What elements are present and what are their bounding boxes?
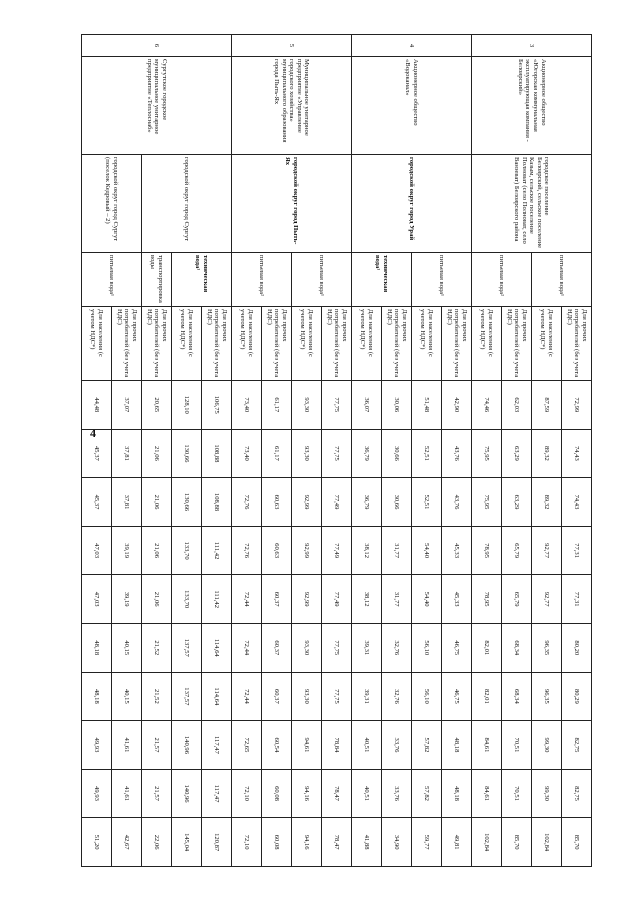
tariff-value: 30,66 <box>382 429 412 478</box>
table-row <box>202 35 232 867</box>
service-area: городское поселение Белоярский, сельское поселение Казым, сельское поселение Полноват (село Полноват, село Ванзеват) Белоярского района <box>472 155 592 253</box>
consumer-category: Для населения (с учетом НДС*) <box>412 307 442 381</box>
tariff-value: 89,32 <box>532 478 562 527</box>
tariff-value: 108,88 <box>202 478 232 527</box>
tariff-value: 82,01 <box>472 623 502 672</box>
consumer-category: Для прочих потребителей (без учета НДС) <box>142 307 172 381</box>
organization-name: Акционерное общество «Югорская коммунальная эксплуатирующая компания - Белоярский» <box>472 57 592 155</box>
tariff-value: 106,75 <box>202 381 232 430</box>
tariff-value: 39,31 <box>352 672 382 721</box>
water-type: питьевая вода² <box>232 253 292 307</box>
tariff-value: 94,61 <box>292 721 322 770</box>
tariff-value: 60,63 <box>262 526 292 575</box>
tariff-value: 60,37 <box>262 672 292 721</box>
tariff-value: 45,33 <box>442 526 472 575</box>
table-row <box>112 35 142 867</box>
tariff-value: 63,29 <box>502 429 532 478</box>
tariff-value: 93,30 <box>292 623 322 672</box>
tariff-value: 72,10 <box>232 769 262 818</box>
tariff-value: 46,75 <box>442 672 472 721</box>
tariff-value: 31,77 <box>382 526 412 575</box>
tariff-value: 52,51 <box>412 478 442 527</box>
tariff-value: 85,70 <box>502 818 532 867</box>
tariff-value: 80,29 <box>562 672 592 721</box>
tariff-value: 45,37 <box>82 429 112 478</box>
table-row <box>442 35 472 867</box>
tariff-value: 40,15 <box>112 623 142 672</box>
consumer-category: Для населения (с учетом НДС*) <box>172 307 202 381</box>
tariff-value: 133,70 <box>172 526 202 575</box>
consumer-category: Для прочих потребителей (без учета НДС) <box>502 307 532 381</box>
tariff-value: 47,03 <box>82 575 112 624</box>
tariff-value: 56,10 <box>412 672 442 721</box>
tariff-value: 21,52 <box>142 623 172 672</box>
tariff-value: 74,43 <box>562 429 592 478</box>
tariff-value: 117,47 <box>202 769 232 818</box>
tariff-value: 43,76 <box>442 429 472 478</box>
organization-name: Сургутское городское муниципальное унитарное предприятие «Теплоснаб» <box>82 57 232 155</box>
tariff-value: 117,47 <box>202 721 232 770</box>
tariff-value: 108,88 <box>202 429 232 478</box>
tariff-value: 77,49 <box>322 575 352 624</box>
consumer-category: Для населения (с учетом НДС*) <box>232 307 262 381</box>
row-number: 3 <box>472 35 592 57</box>
tariff-value: 77,49 <box>322 478 352 527</box>
tariff-value: 36,07 <box>352 381 382 430</box>
tariff-value: 130,66 <box>172 478 202 527</box>
consumer-category: Для прочих потребителей (без учета НДС) <box>382 307 412 381</box>
table-row <box>562 35 592 867</box>
tariff-value: 92,77 <box>532 575 562 624</box>
tariff-value: 44,48 <box>82 381 112 430</box>
tariff-value: 74,46 <box>472 381 502 430</box>
consumer-category: Для прочих потребителей (без учета НДС) <box>262 307 292 381</box>
tariff-value: 60,54 <box>262 721 292 770</box>
tariff-value: 49,93 <box>82 721 112 770</box>
row-number: 5 <box>232 35 352 57</box>
tariff-value: 72,44 <box>232 672 262 721</box>
tariff-value: 30,06 <box>382 381 412 430</box>
tariff-value: 39,19 <box>112 575 142 624</box>
tariff-value: 92,99 <box>292 526 322 575</box>
tariff-value: 137,57 <box>172 623 202 672</box>
tariff-value: 42,90 <box>442 381 472 430</box>
water-type: питьевая вода¹ <box>82 253 142 307</box>
tariff-value: 49,93 <box>82 769 112 818</box>
tariff-value: 37,07 <box>112 381 142 430</box>
tariff-value: 21,06 <box>142 478 172 527</box>
tariff-value: 114,64 <box>202 672 232 721</box>
tariff-value: 77,75 <box>322 381 352 430</box>
consumer-category: Для населения (с учетом НДС*) <box>352 307 382 381</box>
tariff-value: 48,18 <box>82 672 112 721</box>
service-area: городской округ город Урай <box>352 155 472 253</box>
tariff-table <box>81 34 592 867</box>
tariff-value: 21,06 <box>142 575 172 624</box>
tariff-value: 41,88 <box>352 818 382 867</box>
tariff-value: 45,37 <box>82 478 112 527</box>
tariff-value: 61,17 <box>262 429 292 478</box>
tariff-value: 22,06 <box>142 818 172 867</box>
tariff-value: 48,18 <box>442 769 472 818</box>
consumer-category: Для населения (с учетом НДС*) <box>532 307 562 381</box>
consumer-category: Для прочих потребителей (без учета НДС) <box>112 307 142 381</box>
water-type: транспортировка воды <box>142 253 172 307</box>
tariff-value: 87,59 <box>532 381 562 430</box>
tariff-value: 31,77 <box>382 575 412 624</box>
tariff-value: 145,04 <box>172 818 202 867</box>
tariff-value: 70,51 <box>502 769 532 818</box>
tariff-value: 99,30 <box>532 721 562 770</box>
tariff-value: 68,34 <box>502 623 532 672</box>
tariff-value: 68,34 <box>502 672 532 721</box>
tariff-value: 21,06 <box>142 429 172 478</box>
tariff-value: 61,17 <box>262 381 292 430</box>
tariff-value: 74,43 <box>562 478 592 527</box>
page-number: 4 <box>90 426 96 440</box>
tariff-value: 82,75 <box>562 721 592 770</box>
row-number: 6 <box>82 35 232 57</box>
tariff-value: 92,77 <box>532 526 562 575</box>
tariff-value: 75,95 <box>472 429 502 478</box>
tariff-value: 75,95 <box>472 478 502 527</box>
tariff-value: 54,40 <box>412 575 442 624</box>
organization-name: Муниципальное унитарное предприятие «Управление городского хозяйства» муниципального образования города Пыть-Ях <box>232 57 352 155</box>
tariff-value: 133,70 <box>172 575 202 624</box>
tariff-value: 57,82 <box>412 721 442 770</box>
organization-name: Акционерное общество «Водоканал» <box>352 57 472 155</box>
service-area: городской округ город Пыть-Ях <box>232 155 352 253</box>
tariff-value: 37,81 <box>112 478 142 527</box>
tariff-value: 36,79 <box>352 429 382 478</box>
tariff-value: 40,15 <box>112 672 142 721</box>
tariff-value: 39,31 <box>352 623 382 672</box>
tariff-value: 72,76 <box>232 478 262 527</box>
tariff-value: 130,66 <box>172 429 202 478</box>
water-type: техническая вода¹ <box>172 253 232 307</box>
water-type: питьевая вода¹ <box>532 253 592 307</box>
tariff-value: 42,67 <box>112 818 142 867</box>
consumer-category: Для прочих потребителей (без учета НДС) <box>442 307 472 381</box>
tariff-value: 93,30 <box>292 381 322 430</box>
tariff-value: 21,52 <box>142 672 172 721</box>
tariff-value: 60,08 <box>262 769 292 818</box>
tariff-value: 89,32 <box>532 429 562 478</box>
tariff-value: 72,44 <box>232 623 262 672</box>
water-type: питьевая вода¹ <box>292 253 352 307</box>
tariff-value: 65,79 <box>502 526 532 575</box>
tariff-value: 54,40 <box>412 526 442 575</box>
tariff-value: 41,61 <box>112 721 142 770</box>
tariff-value: 40,51 <box>352 769 382 818</box>
tariff-value: 82,75 <box>562 769 592 818</box>
consumer-category: Для населения (с учетом НДС*) <box>472 307 502 381</box>
tariff-value: 82,01 <box>472 672 502 721</box>
tariff-value: 140,96 <box>172 721 202 770</box>
tariff-value: 84,61 <box>472 769 502 818</box>
tariff-value: 43,76 <box>442 478 472 527</box>
tariff-value: 41,61 <box>112 769 142 818</box>
tariff-value: 92,99 <box>292 478 322 527</box>
tariff-value: 72,44 <box>232 575 262 624</box>
tariff-value: 60,63 <box>262 478 292 527</box>
tariff-value: 46,75 <box>442 623 472 672</box>
tariff-value: 48,18 <box>442 721 472 770</box>
water-type: техническая вода¹ <box>352 253 412 307</box>
tariff-value: 60,08 <box>262 818 292 867</box>
tariff-value: 51,48 <box>412 381 442 430</box>
tariff-value: 140,96 <box>172 769 202 818</box>
tariff-value: 39,19 <box>112 526 142 575</box>
tariff-value: 48,18 <box>82 623 112 672</box>
service-area: городской округ город Сургут (поселок Кедровый – 2) <box>82 155 142 253</box>
tariff-value: 36,79 <box>352 478 382 527</box>
tariff-value: 52,51 <box>412 429 442 478</box>
consumer-category: Для прочих потребителей (без учета НДС) <box>562 307 592 381</box>
water-type: питьевая вода¹ <box>412 253 472 307</box>
consumer-category: Для прочих потребителей (без учета НДС) <box>322 307 352 381</box>
tariff-value: 73,40 <box>232 429 262 478</box>
tariff-value: 32,76 <box>382 672 412 721</box>
tariff-value: 56,10 <box>412 623 442 672</box>
service-area: городской округ город Сургут <box>142 155 232 253</box>
consumer-category: Для населения (с учетом НДС*) <box>82 307 112 381</box>
tariff-value: 77,75 <box>322 623 352 672</box>
tariff-value: 38,12 <box>352 575 382 624</box>
tariff-value: 60,37 <box>262 623 292 672</box>
tariff-value: 59,77 <box>412 818 442 867</box>
tariff-value: 102,84 <box>532 818 562 867</box>
tariff-value: 85,70 <box>562 818 592 867</box>
tariff-value: 78,47 <box>322 818 352 867</box>
tariff-value: 92,99 <box>292 575 322 624</box>
tariff-value: 65,79 <box>502 575 532 624</box>
tariff-value: 30,66 <box>382 478 412 527</box>
tariff-value: 77,31 <box>562 575 592 624</box>
tariff-value: 21,06 <box>142 526 172 575</box>
tariff-value: 72,65 <box>232 721 262 770</box>
consumer-category: Для населения (с учетом НДС*) <box>292 307 322 381</box>
tariff-value: 137,57 <box>172 672 202 721</box>
tariff-value: 21,57 <box>142 721 172 770</box>
tariff-value: 40,51 <box>352 721 382 770</box>
tariff-value: 93,30 <box>292 429 322 478</box>
tariff-value: 77,75 <box>322 672 352 721</box>
tariff-value: 99,30 <box>532 769 562 818</box>
tariff-value: 84,61 <box>472 721 502 770</box>
row-number: 4 <box>352 35 472 57</box>
tariff-value: 96,35 <box>532 672 562 721</box>
tariff-value: 102,84 <box>472 818 502 867</box>
tariff-value: 34,90 <box>382 818 412 867</box>
tariff-value: 45,33 <box>442 575 472 624</box>
tariff-value: 73,40 <box>232 381 262 430</box>
tariff-value: 37,81 <box>112 429 142 478</box>
consumer-category: Для прочих потребителей (без учета НДС) <box>202 307 232 381</box>
tariff-value: 77,49 <box>322 526 352 575</box>
water-type: питьевая вода² <box>472 253 532 307</box>
tariff-value: 49,81 <box>442 818 472 867</box>
tariff-value: 111,42 <box>202 575 232 624</box>
tariff-value: 94,16 <box>292 769 322 818</box>
tariff-value: 57,82 <box>412 769 442 818</box>
table-row <box>322 35 352 867</box>
tariff-value: 114,64 <box>202 623 232 672</box>
tariff-value: 20,65 <box>142 381 172 430</box>
tariff-value: 93,30 <box>292 672 322 721</box>
tariff-value: 96,35 <box>532 623 562 672</box>
tariff-value: 70,51 <box>502 721 532 770</box>
tariff-value: 47,03 <box>82 526 112 575</box>
tariff-value: 128,10 <box>172 381 202 430</box>
tariff-value: 38,12 <box>352 526 382 575</box>
tariff-value: 32,76 <box>382 623 412 672</box>
tariff-value: 63,29 <box>502 478 532 527</box>
tariff-value: 72,10 <box>232 818 262 867</box>
tariff-value: 120,87 <box>202 818 232 867</box>
tariff-value: 78,95 <box>472 575 502 624</box>
tariff-value: 33,76 <box>382 721 412 770</box>
tariff-value: 77,75 <box>322 429 352 478</box>
tariff-value: 60,37 <box>262 575 292 624</box>
tariff-value: 78,47 <box>322 769 352 818</box>
tariff-value: 33,76 <box>382 769 412 818</box>
tariff-value: 78,84 <box>322 721 352 770</box>
tariff-value: 111,42 <box>202 526 232 575</box>
tariff-value: 51,20 <box>82 818 112 867</box>
tariff-value: 78,95 <box>472 526 502 575</box>
tariff-value: 80,20 <box>562 623 592 672</box>
tariff-value: 94,16 <box>292 818 322 867</box>
tariff-value: 62,03 <box>502 381 532 430</box>
rotated-table-wrapper <box>82 34 592 866</box>
tariff-value: 72,76 <box>232 526 262 575</box>
tariff-value: 72,99 <box>562 381 592 430</box>
tariff-value: 77,31 <box>562 526 592 575</box>
tariff-value: 21,57 <box>142 769 172 818</box>
